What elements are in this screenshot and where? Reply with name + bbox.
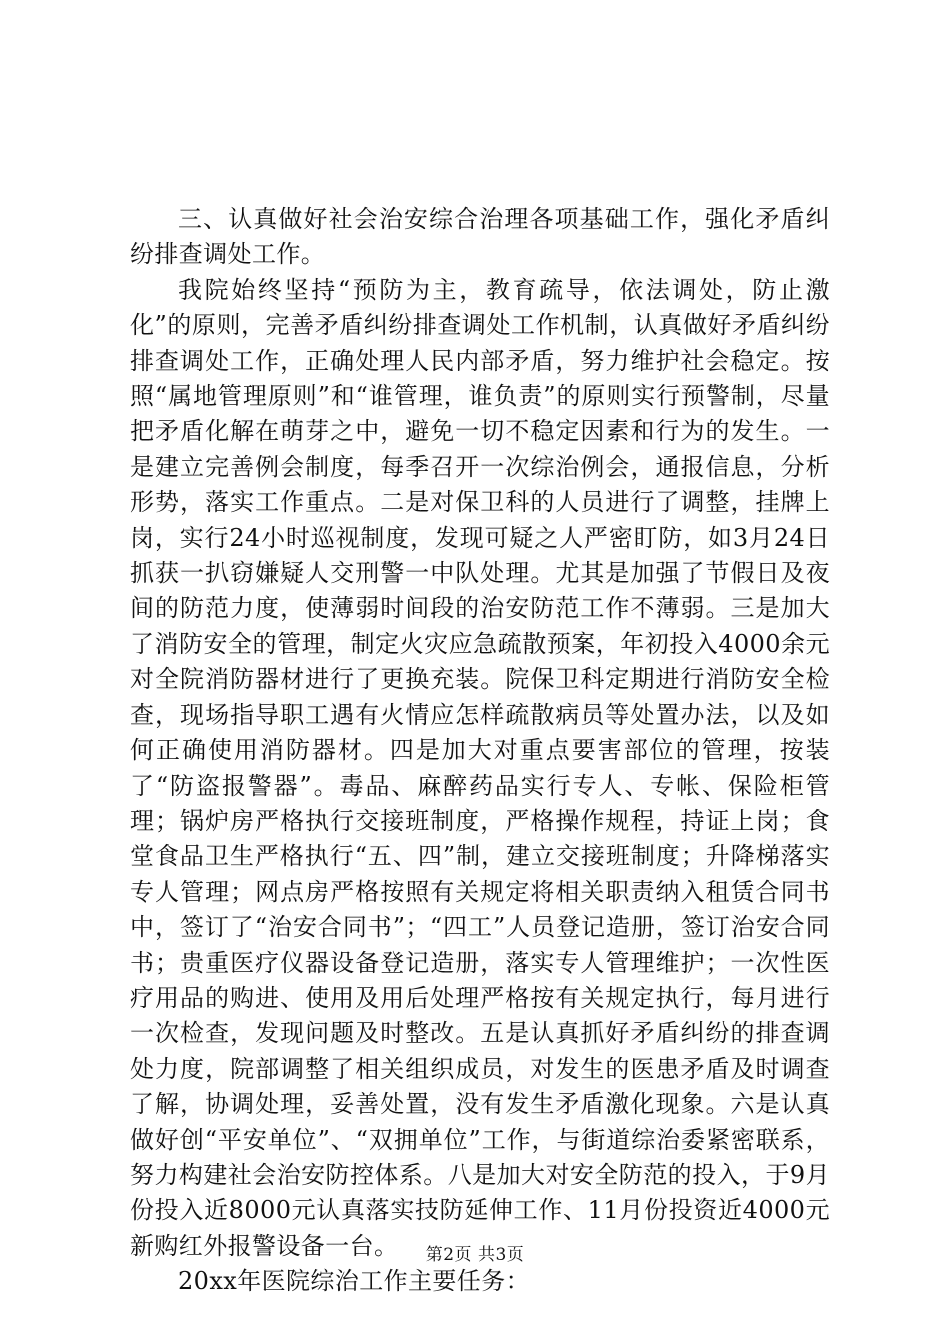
page-footer: 第2页 共3页 xyxy=(425,1245,525,1265)
section-heading-paragraph: 三、认真做好社会治安综合治理各项基础工作，强化矛盾纠纷排查调处工作。 xyxy=(130,205,830,269)
body-paragraph: 我院始终坚持“预防为主，教育疏导，依法调处，防止激化”的原则，完善矛盾纠纷排查调处工作机制，认真做好矛盾纠纷排查调处工作，正确处理人民内部矛盾，努力维护社会稳定。按照“属地管理原则”和“谁管理，谁负责”的原则实行预警制，尽量把矛盾化解在萌芽之中，避免一切不稳定因素和行为的发生。一是建立完善例会制度，每季召开一次综治例会，通报信息，分析形势，落实工作重点。二是对保卫科的人员进行了调整，挂牌上岗，实行24小时巡视制度，发现可疑之人严密盯防，如3月24日抓获一扒窃嫌疑人交刑警一中队处理。尤其是加强了节假日及夜间的防范力度，使薄弱时间段的治安防范工作不薄弱。三是加大了消防安全的管理，制定火灾应急疏散预案，年初投入4000余元对全院消防器材进行了更换充装。院保卫科定期进行消防安全检查，现场指导职工遇有火情应怎样疏散病员等处置办法，以及如何正确使用消防器材。四是加大对重点要害部位的管理，按装了“防盗报警器”。毒品、麻醉药品实行专人、专帐、保险柜管理；锅炉房严格执行交接班制度，严格操作规程，持证上岗；食堂食品卫生严格执行“五、四”制，建立交接班制度；升降梯落实专人管理；网点房严格按照有关规定将相关职责纳入租赁合同书中，签订了“治安合同书”；“四工”人员登记造册，签订治安合同书；贵重医疗仪器设备登记造册，落实专人管理维护；一次性医疗用品的购进、使用及用后处理严格按有关规定执行，每月进行一次检查，发现问题及时整改。五是认真抓好矛盾纠纷的排查调处力度，院部调整了相关组织成员，对发生的医患矛盾及时调查了解，协调处理，妥善处置，没有发生矛盾激化现象。六是认真做好创“平安单位”、“双拥单位”工作，与街道综治委紧密联系，努力构建社会治安防控体系。八是加大对安全防范的投入，于9月份投入近8000元认真落实技防延伸工作、11月份投资近4000元新购红外报警设备一台。 xyxy=(130,275,830,1260)
task-heading-paragraph: 20xx年医院综治工作主要任务： xyxy=(178,1267,531,1296)
document-body xyxy=(130,202,830,1300)
